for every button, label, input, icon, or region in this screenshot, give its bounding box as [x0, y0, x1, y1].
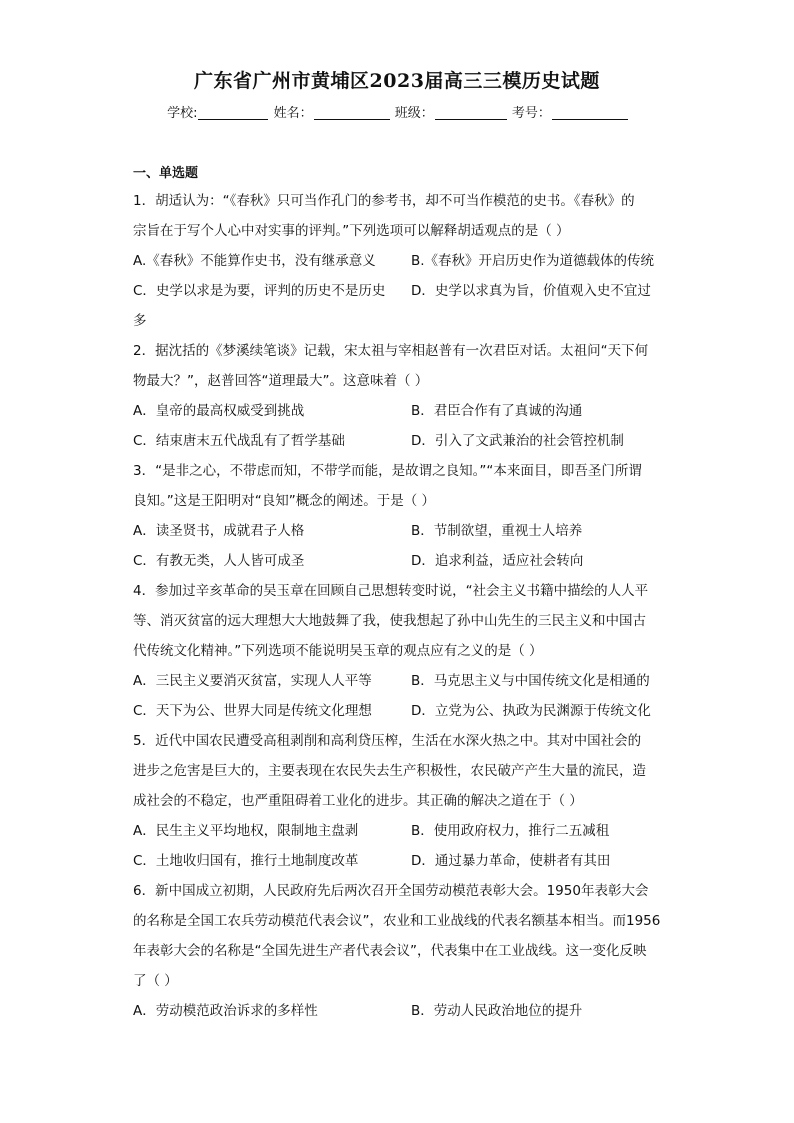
option-row — [133, 696, 663, 726]
question-stem-line: 宗旨在于写个人心中对实事的评判。”下列选项可以解释胡适观点的是（ ） — [133, 223, 570, 239]
school-blank[interactable] — [198, 105, 268, 120]
student-info-row — [0, 102, 794, 121]
page-title: 广东省广州市黄埔区2023届高三三模历史试题 — [194, 70, 600, 92]
option-c[interactable]: C．结束唐末五代战乱有了哲学基础 — [133, 433, 345, 449]
exam-number-blank[interactable] — [552, 105, 628, 120]
name-blank[interactable] — [314, 105, 390, 120]
question-stem-line: 的名称是全国工农兵劳动模范代表会议”，农业和工业战线的代表名额基本相当。而1956 — [133, 913, 661, 929]
option-b[interactable]: B.《春秋》开启历史作为道德载体的传统 — [411, 253, 655, 269]
question-stem-line: 5．近代中国农民遭受高租剥削和高利贷压榨，生活在水深火热之中。其对中国社会的 — [133, 733, 642, 749]
question-stem-line: 代传统文化精神。”下列选项不能说明吴玉章的观点应有之义的是（ ） — [133, 643, 543, 659]
option-a[interactable]: A.《春秋》不能算作史书，没有继承意义 — [133, 253, 376, 269]
option-row — [133, 246, 663, 276]
option-row — [133, 426, 663, 456]
option-b[interactable]: B．君臣合作有了真诚的沟通 — [411, 403, 583, 419]
option-a[interactable]: A．三民主义要消灭贫富，实现人人平等 — [133, 673, 372, 689]
class-label: 班级： — [394, 106, 434, 121]
question-2 — [133, 336, 663, 456]
name-label: 姓名： — [273, 106, 313, 121]
section-title: 一、单选题 — [133, 166, 199, 181]
question-stem-line: 4．参加过辛亥革命的吴玉章在回顾自己思想转变时说，“社会主义书籍中描绘的人人平 — [133, 583, 649, 599]
option-row — [133, 546, 663, 576]
option-d-continuation: 多 — [133, 313, 147, 329]
question-stem-line: 物最大？”，赵普回答“道理最大”。这意味着（ ） — [133, 373, 429, 389]
option-b[interactable]: B．使用政府权力，推行二五减租 — [411, 823, 610, 839]
option-a[interactable]: A．民生主义平均地权，限制地主盘剥 — [133, 823, 359, 839]
question-stem-line: 了（ ） — [133, 973, 178, 989]
question-4 — [133, 576, 663, 726]
option-d[interactable]: D．追求利益，适应社会转向 — [411, 553, 584, 569]
class-blank[interactable] — [435, 105, 507, 120]
question-stem-line: 6．新中国成立初期，人民政府先后两次召开全国劳动模范表彰大会。1950年表彰大会 — [133, 883, 649, 899]
question-stem-line: 3．“是非之心，不带虑而知，不带学而能，是故谓之良知。”“本来面目，即吾圣门所谓 — [133, 463, 642, 479]
option-d[interactable]: D．引入了文武兼治的社会管控机制 — [411, 433, 624, 449]
option-row — [133, 396, 663, 426]
option-c[interactable]: C．土地收归国有，推行土地制度改革 — [133, 853, 359, 869]
question-1 — [133, 186, 663, 336]
question-stem-line: 成社会的不稳定，也严重阻碍着工业化的进步。其正确的解决之道在于（ ） — [133, 793, 583, 809]
option-d[interactable]: D．通过暴力革命，使耕者有其田 — [411, 853, 611, 869]
exam-number-label: 考号： — [511, 106, 551, 121]
question-stem-line: 良知。”这是王阳明对“良知”概念的阐述。于是（ ） — [133, 493, 436, 509]
school-label: 学校: — [167, 106, 198, 121]
option-b[interactable]: B．节制欲望，重视士人培养 — [411, 523, 583, 539]
option-row — [133, 816, 663, 846]
question-5 — [133, 726, 663, 876]
question-stem-line: 年表彰大会的名称是“全国先进生产者代表会议”，代表集中在工业战线。这一变化反映 — [133, 943, 647, 959]
exam-content — [133, 162, 663, 1026]
option-row — [133, 666, 663, 696]
question-stem-line: 等、消灭贫富的远大理想大大地鼓舞了我，使我想起了孙中山先生的三民主义和中国古 — [133, 613, 646, 629]
question-stem-line: 2．据沈括的《梦溪续笔谈》记载，宋太祖与宰相赵普有一次君臣对话。太祖问“天下何 — [133, 343, 649, 359]
question-3 — [133, 456, 663, 576]
option-d[interactable]: D．立党为公、执政为民渊源于传统文化 — [411, 703, 651, 719]
option-a[interactable]: A．劳动模范政治诉求的多样性 — [133, 1003, 318, 1019]
option-row — [133, 516, 663, 546]
option-a[interactable]: A．皇帝的最高权威受到挑战 — [133, 403, 305, 419]
option-c[interactable]: C．有教无类，人人皆可成圣 — [133, 553, 305, 569]
question-stem-line: 1．胡适认为：“《春秋》只可当作孔门的参考书，却不可当作模范的史书。《春秋》的 — [133, 193, 635, 209]
option-d[interactable]: D．史学以求真为旨，价值观入史不宜过 — [411, 283, 651, 299]
option-b[interactable]: B．劳动人民政治地位的提升 — [411, 1003, 583, 1019]
option-c[interactable]: C．天下为公、世界大同是传统文化理想 — [133, 703, 372, 719]
option-b[interactable]: B．马克思主义与中国传统文化是相通的 — [411, 673, 650, 689]
option-row — [133, 996, 663, 1026]
question-stem-line: 进步之危害是巨大的，主要表现在农民失去生产积极性，农民破产产生大量的流民，造 — [133, 763, 646, 779]
option-c[interactable]: C．史学以求是为要，评判的历史不是历史 — [133, 283, 386, 299]
question-6 — [133, 876, 663, 1026]
option-row — [133, 846, 663, 876]
option-a[interactable]: A．读圣贤书，成就君子人格 — [133, 523, 305, 539]
option-row — [133, 276, 663, 306]
